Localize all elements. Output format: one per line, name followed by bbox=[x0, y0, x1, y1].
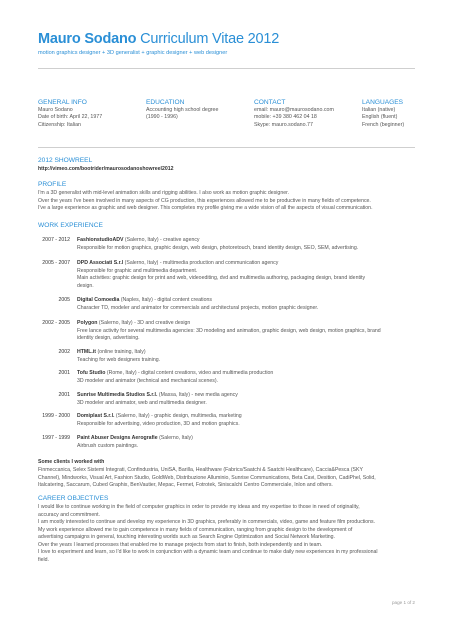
clients-heading: Some clients I worked with bbox=[38, 459, 105, 465]
job-detail: Responsible for advertising, video production, 3D and motion graphics. bbox=[77, 420, 240, 427]
job-detail: Airbrush custom paintings. bbox=[77, 442, 139, 449]
job-body bbox=[77, 413, 387, 428]
general-info-line: Date of birth: April 22, 1977 bbox=[38, 114, 103, 121]
general-info-line: Citizenship: Italian bbox=[38, 121, 81, 128]
job-years: 2005 bbox=[58, 297, 70, 303]
education-heading: EDUCATION bbox=[146, 99, 185, 106]
job-description: (online training, Italy) bbox=[96, 349, 146, 355]
showreel-link[interactable]: http://vimeo.com/bootrider/maurosodanoshowreel2012 bbox=[38, 166, 174, 172]
job-detail: Teaching for web designers training. bbox=[77, 356, 161, 363]
job-detail: 3D modeler and animator, web and multimedia designer. bbox=[77, 399, 207, 406]
profile-text bbox=[38, 190, 418, 213]
contact-email[interactable]: email: mauro@maurosodano.com bbox=[254, 107, 334, 113]
profile-line: I've a large experience as graphic and web designer. This completes my profile giving me a wide vision of all the aspects of visual communication. bbox=[38, 205, 373, 211]
languages-block bbox=[362, 99, 453, 129]
objectives-line: accuracy and commitment. bbox=[38, 511, 100, 518]
job-body bbox=[77, 435, 387, 450]
objectives-line: Over the years I learned processes that enabled me to manage projects from start to finish, both independently and in team. bbox=[38, 541, 323, 548]
job-detail: Main activities: graphic design for print and web, videoediting, dvd and multimedia authoring, packaging design, brand identity bbox=[77, 275, 366, 281]
job-detail: Free lance activity for several multimedia agencies: 3D modeling and animation, graphic design, web design, motion graphics, brand bbox=[77, 327, 381, 334]
job-body bbox=[77, 392, 387, 407]
contact-skype: Skype: mauro.sodano.77 bbox=[254, 121, 313, 128]
contact-heading: CONTACT bbox=[254, 99, 286, 106]
job-years: 2005 - 2007 bbox=[42, 260, 70, 266]
objectives-line: I love to experiment and learn, so I'd like to work in conjunction with a dynamic team and continue to make daily new experiences in my professional bbox=[38, 549, 378, 555]
tagline: motion graphics designer + 3D generalist + graphic designer + web designer bbox=[38, 50, 228, 56]
language-line: Italian (native) bbox=[362, 107, 396, 113]
job-company: Digital Comoedia bbox=[77, 297, 120, 303]
job-company: FashionstudioADV bbox=[77, 237, 124, 243]
job-detail: Responsible for graphic and multimedia department. bbox=[77, 267, 198, 274]
showreel-heading: 2012 SHOWREEL bbox=[38, 157, 93, 164]
header-divider bbox=[38, 68, 415, 69]
job-company: Domiplast S.r.l. bbox=[77, 413, 115, 419]
job-years: 2002 bbox=[58, 349, 70, 355]
info-divider bbox=[38, 147, 415, 148]
language-line: English (fluent) bbox=[362, 114, 398, 121]
job-description: (Massa, Italy) - new media agency bbox=[157, 392, 238, 398]
job-detail: 3D modeler and animator (technical and mechanical scenes). bbox=[77, 377, 218, 384]
objectives-line: advertising campaigns in general, touching interesting worlds such as Search Engine Optimization and Social Network Marketing. bbox=[38, 534, 335, 540]
job-detail: identity design, advertising. bbox=[77, 335, 140, 341]
page-title bbox=[38, 31, 279, 47]
general-info-heading: GENERAL INFO bbox=[38, 99, 87, 106]
objectives-line: My work experience allowed me to gain competence in many fields of communication, ranging from graphic design to the development of bbox=[38, 526, 353, 533]
job-description: (Salerno, Italy) bbox=[157, 435, 193, 441]
general-info-block bbox=[38, 99, 138, 129]
career-objectives-heading: CAREER OBJECTIVES bbox=[38, 495, 109, 502]
objectives-line: field. bbox=[38, 556, 49, 563]
job-company: HTML.it bbox=[77, 349, 97, 355]
document-title: Curriculum Vitae 2012 bbox=[140, 31, 280, 47]
languages-heading: LANGUAGES bbox=[362, 99, 404, 106]
job-description: (Salerno, Italy) - multimedia production and communication agency bbox=[123, 260, 279, 266]
education-block bbox=[146, 99, 246, 122]
profile-line: Over the years I've been involved in many aspects of CG production, this experiences allowed me to be productive in many fields of competence. bbox=[38, 197, 371, 204]
education-line: (1990 - 1996) bbox=[146, 114, 178, 121]
job-description: (Rome, Italy) - digital content creations, video and multimedia production bbox=[105, 370, 274, 376]
job-body bbox=[77, 370, 387, 385]
work-experience-heading: WORK EXPERIENCE bbox=[38, 222, 103, 229]
education-line: Accounting high school degree bbox=[146, 107, 219, 113]
language-line: French (beginner) bbox=[362, 121, 405, 128]
clients-text bbox=[38, 467, 418, 490]
job-years: 2002 - 2005 bbox=[42, 320, 70, 326]
job-body bbox=[77, 349, 387, 364]
job-company: Sunrise Multimedia Studios S.r.l. bbox=[77, 392, 158, 398]
job-detail: Responsible for motion graphics, graphic design, web design, photoretouch, brand identity design, SEO, SEM, advertising. bbox=[77, 244, 359, 251]
job-years: 2001 bbox=[58, 370, 70, 376]
job-years: 1999 - 2000 bbox=[42, 413, 70, 419]
job-detail: Character TD, modeler and animator for commercials and architectural projects, motion graphic designer. bbox=[77, 304, 319, 311]
job-body bbox=[77, 320, 387, 343]
job-company: DPD Associati S.r.l bbox=[77, 260, 124, 266]
contact-block bbox=[254, 99, 354, 129]
objectives-line: I am mostly interested to continue and develop my experience in 3D graphics, preferably in commercials, video, game and feature film productions. bbox=[38, 519, 376, 525]
profile-heading: PROFILE bbox=[38, 181, 67, 188]
job-description: (Salerno, Italy) - graphic design, multimedia, marketing bbox=[114, 413, 242, 419]
clients-line: Channel), Mindworks, Visual Art, Fashion Studio, GoldWeb, Distribuzione Alluminio, Sunrise Communications, Beta Cavi, Desition, CadiPhel, Solid, bbox=[38, 474, 376, 481]
job-years: 1997 - 1999 bbox=[42, 435, 70, 441]
contact-mobile: mobile: +39 380 462 04 18 bbox=[254, 114, 317, 121]
page-number: page 1 of 2 bbox=[392, 600, 415, 605]
job-description: (Salerno, Italy) - creative agency bbox=[123, 237, 200, 243]
person-name: Mauro Sodano bbox=[38, 31, 137, 47]
job-body bbox=[77, 237, 387, 252]
job-description: (Salerno, Italy) - 3D and creative design bbox=[97, 320, 191, 326]
job-company: Polygon bbox=[77, 320, 98, 326]
clients-line: Finmeccanica, Selex Sistemi Integrati, Confindustria, UniSA, Barilla, Healthware (Fabrics/Saatchi & Saatchi Healthcare), Caccia&Pesca (SKY bbox=[38, 467, 363, 473]
job-company: Paint Abuser Designs Aerografie bbox=[77, 435, 158, 441]
objectives-line: I would like to continue working in the field of computer graphics in order to provide my ideas and my expertise to those in need of originality, bbox=[38, 504, 360, 510]
job-body bbox=[77, 297, 387, 312]
objectives-text bbox=[38, 504, 418, 564]
job-years: 2007 - 2012 bbox=[42, 237, 70, 243]
job-description: (Naples, Italy) - digital content creations bbox=[119, 297, 212, 303]
general-info-line: Mauro Sodano bbox=[38, 107, 73, 113]
job-body bbox=[77, 260, 387, 290]
clients-line: Italcatering, Saccarum, Cubed Graphix, BenVautier, Mepac, Fermet, Fotrotek, Siniscalchi Centro Commerciale, Inlon and others. bbox=[38, 482, 333, 488]
job-company: Tofu Studio bbox=[77, 370, 106, 376]
job-detail: design. bbox=[77, 282, 94, 289]
job-years: 2001 bbox=[58, 392, 70, 398]
profile-line: I'm a 3D generalist with mid-level animation skills and rigging abilities. I also work as motion graphic designer. bbox=[38, 190, 289, 196]
